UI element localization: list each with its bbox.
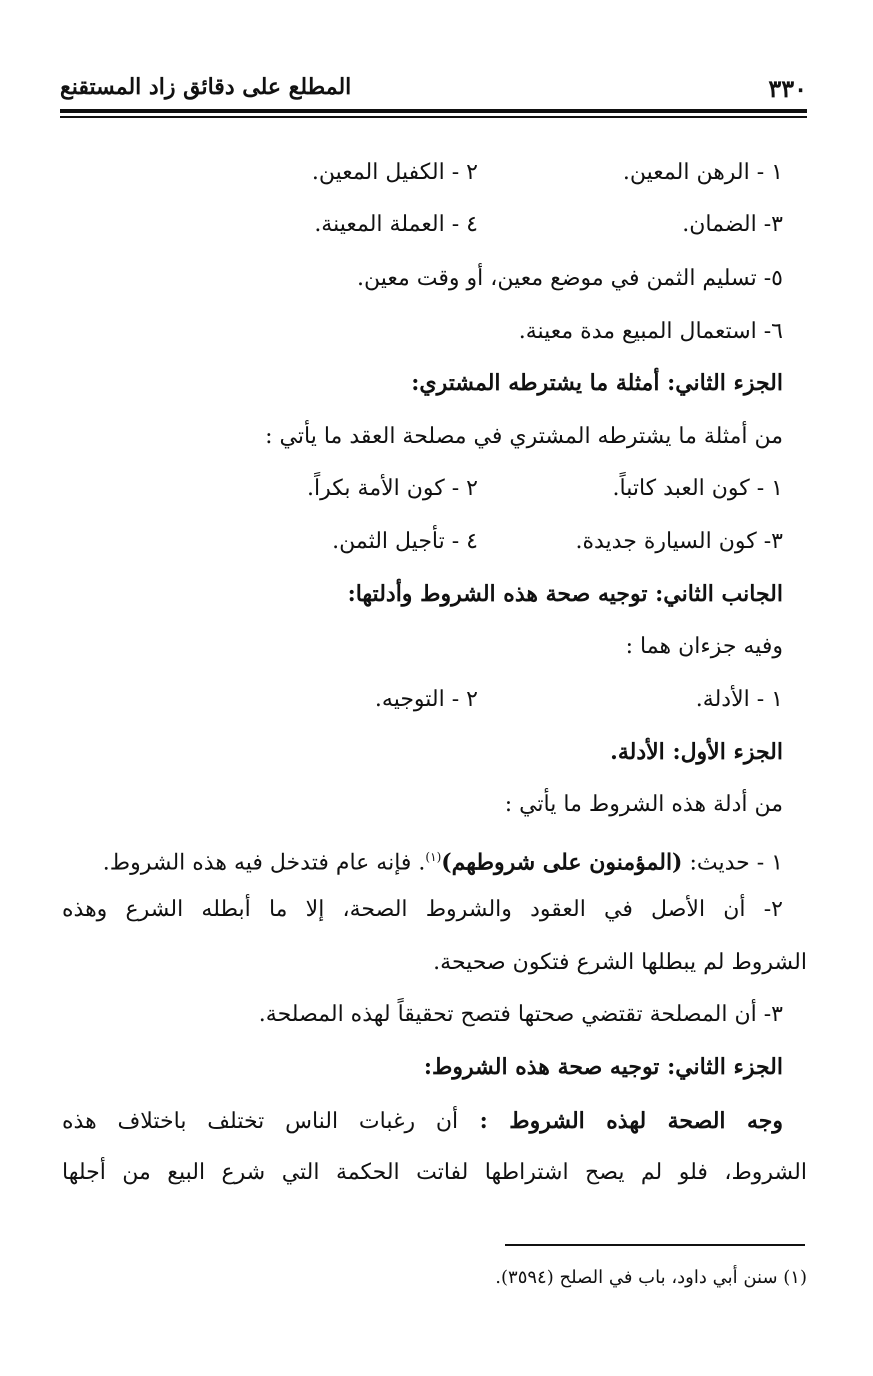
list-item: ٤ - العملة المعينة. xyxy=(314,212,478,237)
list-item: ١ - الرهن المعين. xyxy=(622,160,783,185)
list-item: ٤ - تأجيل الثمن. xyxy=(332,529,478,554)
header-rule-thick xyxy=(60,109,807,113)
paragraph-text: أن رغبات الناس تختلف باختلاف هذه xyxy=(62,1109,459,1134)
list-item: ٢ - التوجيه. xyxy=(374,687,478,712)
hadith-quote: (المؤمنون على شروطهم) xyxy=(441,849,683,876)
section-heading: الجانب الثاني: توجيه صحة هذه الشروط وأدلتها: xyxy=(347,581,783,607)
header-rule-thin xyxy=(60,116,807,118)
section-heading: الجزء الثاني: أمثلة ما يشترطه المشتري: xyxy=(411,370,783,396)
paragraph xyxy=(62,1104,783,1139)
list-item xyxy=(62,840,783,880)
item-text: . فإنه عام فتدخل فيه هذه الشروط. xyxy=(102,850,426,876)
lead-in: وجه الصحة لهذه الشروط : xyxy=(458,1108,784,1134)
page-header xyxy=(60,74,807,104)
list-item: ٢ - كون الأمة بكراً. xyxy=(307,476,478,501)
list-item: ١ - الأدلة. xyxy=(695,687,783,712)
list-item: ٣- كون السيارة جديدة. xyxy=(575,529,783,554)
paragraph-continuation: الشروط، فلو لم يصح اشتراطها لفاتت الحكمة التي شرع البيع من أجلها xyxy=(62,1160,807,1185)
list-item: ٣- الضمان. xyxy=(682,212,783,237)
list-item: ٢ - الكفيل المعين. xyxy=(311,160,478,185)
paragraph: من أمثلة ما يشترطه المشتري في مصلحة العقد ما يأتي : xyxy=(265,424,783,449)
list-item: ٥- تسليم الثمن في موضع معين، أو وقت معين. xyxy=(357,266,783,291)
footnote: (١) سنن أبي داود، باب في الصلح (٣٥٩٤). xyxy=(495,1267,807,1288)
footnote-separator xyxy=(505,1244,805,1246)
page-number: ٣٣٠ xyxy=(768,74,807,103)
list-item: ٦- استعمال المبيع مدة معينة. xyxy=(518,319,783,344)
item-prefix: ١ - حديث: xyxy=(682,850,783,876)
section-heading: الجزء الثاني: توجيه صحة هذه الشروط: xyxy=(423,1054,783,1080)
section-heading: الجزء الأول: الأدلة. xyxy=(610,739,783,765)
running-title: المطلع على دقائق زاد المستقنع xyxy=(60,74,352,100)
footnote-marker[interactable]: (١) xyxy=(425,850,442,864)
paragraph: وفيه جزءان هما : xyxy=(625,634,783,659)
paragraph-continuation: الشروط لم يبطلها الشرع فتكون صحيحة. xyxy=(433,950,807,975)
list-item: ١ - كون العبد كاتباً. xyxy=(612,476,783,501)
list-item: ٣- أن المصلحة تقتضي صحتها فتصح تحقيقاً لهذه المصلحة. xyxy=(258,1002,783,1027)
list-item: ٢- أن الأصل في العقود والشروط الصحة، إلا ما أبطله الشرع وهذه xyxy=(62,897,783,922)
paragraph: من أدلة هذه الشروط ما يأتي : xyxy=(504,792,783,817)
